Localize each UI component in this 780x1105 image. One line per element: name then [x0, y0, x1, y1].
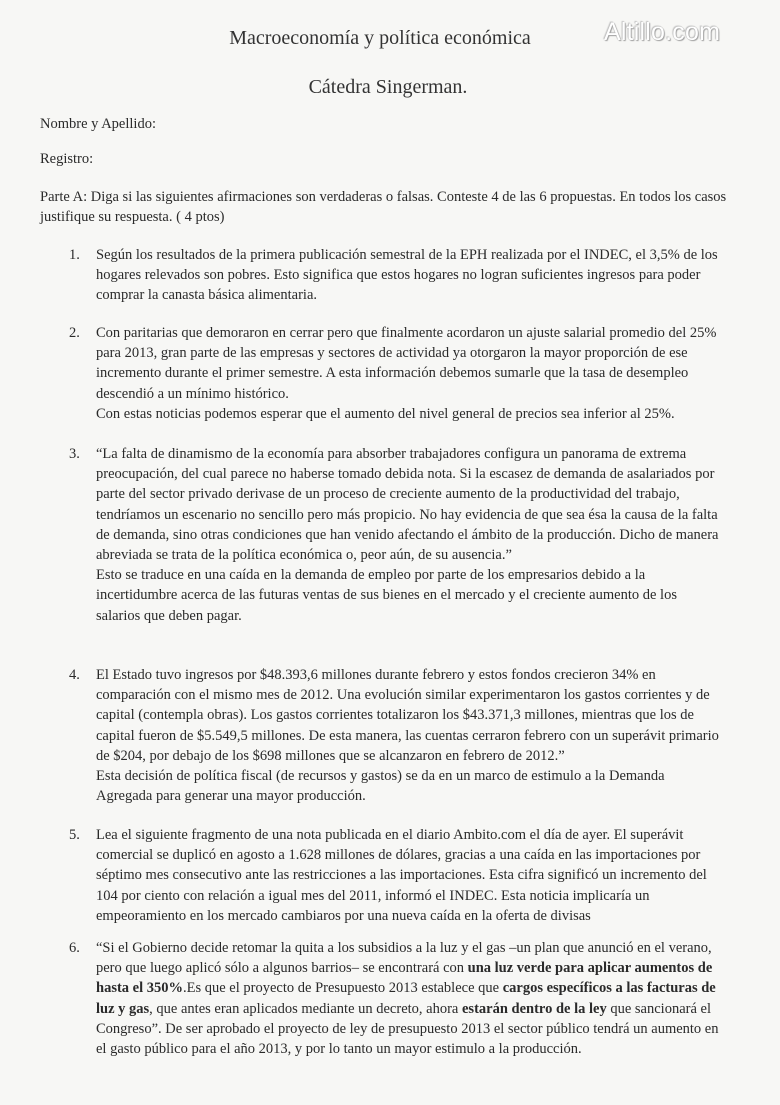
question-number: 1. — [69, 247, 80, 263]
question-text: “La falta de dinamismo de la economía para absorber trabajadores configura un panorama de extrema preocupación, del cual parece no haberse tomado debida nota. Si la escasez de demanda de asalariados por parte del sector privado derivase de un proceso de creciente aumento de la productividad del trabajo, tendríamos un escenario no sencillo pero más propicio. No hay evidencia de que sea ésa la causa de la falta de demanda, sino otras condiciones que han venido afectando el ámbito de la producción. Dicho de manera abreviada se trata de la política económica o, peor aún, de su ausencia.” — [96, 446, 719, 564]
question-2 — [69, 323, 719, 424]
question-statement: Esta decisión de política fiscal (de recursos y gastos) se da en un marco de estimulo a la Demanda Agregada para generar una mayor producción. — [96, 768, 665, 805]
bold-segment: estarán dentro de la ley — [462, 1000, 607, 1017]
question-4 — [69, 665, 719, 806]
registry-field-label: Registro: — [40, 151, 94, 167]
page-subtitle: Cátedra Singerman. — [308, 76, 468, 98]
watermark-logo: Altillo.com — [604, 18, 721, 46]
question-3 — [69, 444, 719, 626]
instructions: Parte A: Diga si las siguientes afirmaciones son verdaderas o falsas. Conteste 4 de las 6 propuestas. En todos los casos justifique su respuesta. ( 4 ptos) — [40, 189, 727, 225]
text-segment: “Si el Gobierno decide retomar la quita a los subsidios a la luz y el gas –un plan que anunció en el verano, pero que luego aplicó sólo a algunos barrios– se encontrará con — [96, 940, 712, 977]
question-text: Con paritarias que demoraron en cerrar pero que finalmente acordaron un ajuste salarial promedio del 25% para 2013, gran parte de las empresas y sectores de actividad ya otorgaron la mayor proporción de ese incremento durante el primer semestre. A esta información debemos sumarle que la tasa de desempleo descendió a un mínimo histórico. — [96, 325, 717, 402]
question-statement: Esto se traduce en una caída en la demanda de empleo por parte de los empresarios debido a la incertidumbre acerca de las futuras ventas de sus bienes en el mercado y el creciente aumento de los salarios que deben pagar. — [96, 567, 677, 624]
page-title: Macroeconomía y política económica — [229, 27, 531, 49]
question-text: Lea el siguiente fragmento de una nota publicada en el diario Ambito.com el día de ayer. El superávit comercial se duplicó en agosto a 1.628 millones de dólares, gracias a una caída en las importaciones por séptimo mes consecutivo ante las restricciones a las importaciones. Esta cifra significó un incremento del 104 por ciento con relación a igual mes del 2011, informó el INDEC. Esta noticia implicaría un empeoramiento en los mercado cambiaros por una nueva caída en la oferta de divisas — [96, 827, 707, 924]
question-number: 3. — [69, 446, 80, 462]
question-number: 4. — [69, 667, 80, 683]
text-segment: que sancionará el Congreso”. De ser aprobado el proyecto de ley de presupuesto 2013 el sector público tendrá un aumento en el gasto público para el año 2013, y por lo tanto un mayor estimulo a la producción. — [96, 1000, 719, 1058]
text-segment: .Es que el proyecto de Presupuesto 2013 establece que — [183, 980, 503, 997]
name-field-label: Nombre y Apellido: — [40, 116, 156, 132]
question-5 — [69, 825, 719, 926]
question-text — [96, 938, 719, 1059]
question-statement: Con estas noticias podemos esperar que el aumento del nivel general de precios sea inferior al 25%. — [96, 405, 675, 422]
question-6 — [69, 938, 719, 1059]
question-text: Según los resultados de la primera publicación semestral de la EPH realizada por el INDEC, el 3,5% de los hogares relevados son pobres. Esto significa que estos hogares no logran suficientes ingresos para poder comprar la canasta básica alimentaria. — [96, 247, 718, 304]
bold-segment: cargos específicos a las facturas de luz y gas — [96, 980, 716, 1017]
text-segment: , que antes eran aplicados mediante un decreto, ahora — [149, 1000, 462, 1017]
question-number: 2. — [69, 325, 80, 341]
question-number: 6. — [69, 940, 80, 956]
question-1 — [69, 245, 719, 306]
question-number: 5. — [69, 827, 80, 843]
bold-segment: una luz verde para aplicar aumentos de hasta el 350% — [96, 960, 713, 997]
question-text: El Estado tuvo ingresos por $48.393,6 millones durante febrero y estos fondos crecieron 34% en comparación con el mismo mes de 2012. Una evolución similar experimentaron los gastos corrientes y de capital (contempla obras). Los gastos corrientes totalizaron los $43.371,3 millones, mientras que los de capital fueron de $5.549,5 millones. De esta manera, las cuentas cerraron febrero con un superávit primario de $204, por debajo de los $698 millones que se alcanzaron en febrero de 2012.” — [96, 667, 719, 764]
